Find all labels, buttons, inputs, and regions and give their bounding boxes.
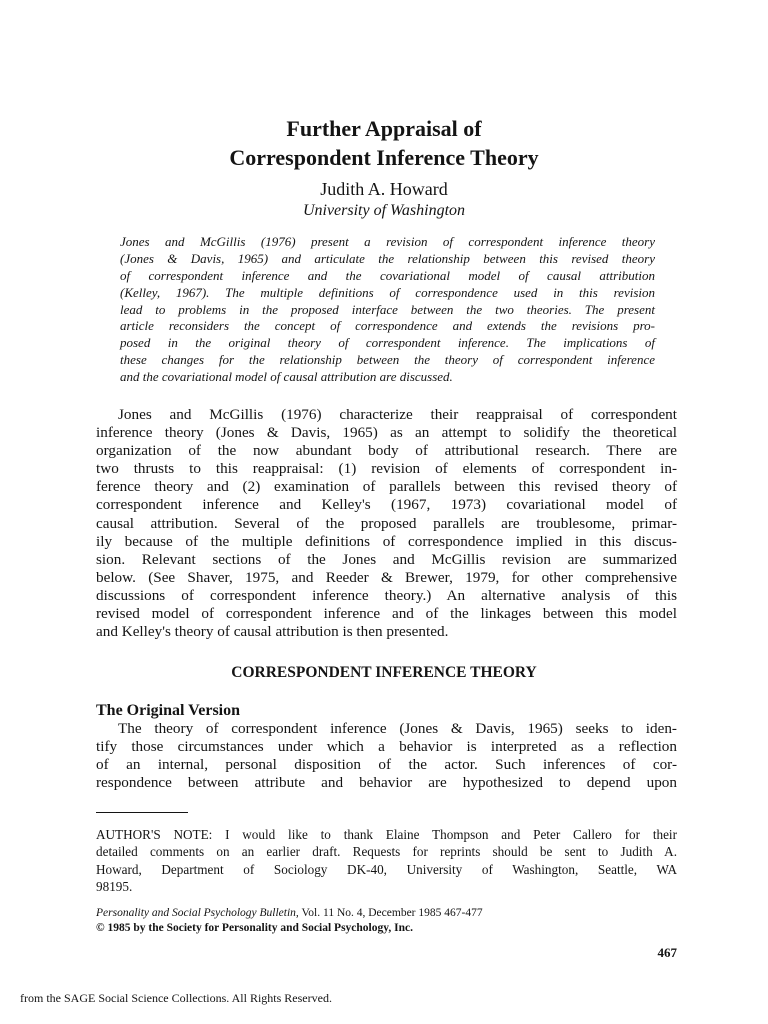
body-line: respondence between attribute and behavior are hypothesized to depend upon xyxy=(96,774,677,792)
title-line: Further Appraisal of xyxy=(286,116,482,141)
body-line: tify those circumstances under which a behavior is interpreted as a reflection xyxy=(96,738,677,756)
body-line: causal attribution. Several of the proposed parallels are troublesome, primar- xyxy=(96,514,677,532)
paper-title xyxy=(0,114,768,172)
body-line: discussions of correspondent inference theory.) An alternative analysis of this xyxy=(96,586,677,604)
citation-details: Vol. 11 No. 4, December 1985 467-477 xyxy=(298,907,483,919)
body-line: and Kelley's theory of causal attribution is then presented. xyxy=(96,623,449,641)
journal-citation xyxy=(96,906,483,921)
abstract-line: and the covariational model of causal attribution are discussed. xyxy=(120,369,453,385)
abstract-line: (Kelley, 1967). The multiple definitions of correspondence used in this revision xyxy=(120,284,655,300)
abstract-line: Jones and McGillis (1976) present a revision of correspondent inference theory xyxy=(120,234,655,249)
body-line: ily because of the multiple definitions of correspondence implied in this discus- xyxy=(96,532,677,550)
body-line: below. (See Shaver, 1975, and Reeder & Brewer, 1979, for other comprehensive xyxy=(96,568,677,586)
journal-name: Personality and Social Psychology Bulletin, xyxy=(96,907,299,919)
abstract-line: these changes for the relationship between the theory of correspondent inference xyxy=(120,352,655,368)
author-note-line: detailed comments on an earlier draft. Requests for reprints should be sent to Judith A. xyxy=(96,844,677,860)
intro-paragraph xyxy=(96,406,677,641)
author-note-line: 98195. xyxy=(96,878,133,894)
title-line: Correspondent Inference Theory xyxy=(229,145,539,170)
author-name: Judith A. Howard xyxy=(320,179,448,199)
abstract-line: article reconsiders the concept of correspondence and extends the revisions pro- xyxy=(120,318,655,334)
abstract-line: (Jones & Davis, 1965) and articulate the relationship between this revised theory xyxy=(120,250,655,266)
body-line: inference theory (Jones & Davis, 1965) as an attempt to solidify the theoretical xyxy=(96,424,677,442)
copyright-line: © 1985 by the Society for Personality and Social Psychology, Inc. xyxy=(96,922,413,934)
body-line: correspondent inference and Kelley's (1967, 1973) covariational model of xyxy=(96,496,677,514)
body-line: revised model of correspondent inference and of the linkages between this model xyxy=(96,605,677,623)
author-affiliation: University of Washington xyxy=(302,202,466,219)
body-line: two thrusts to this reappraisal: (1) revision of elements of correspondent in- xyxy=(96,460,677,478)
abstract-line: of correspondent inference and the covariational model of causal attribution xyxy=(120,267,655,283)
author-note xyxy=(96,826,677,895)
footnote-rule xyxy=(96,812,188,813)
body-line: The theory of correspondent inference (Jones & Davis, 1965) seeks to iden- xyxy=(118,720,677,737)
body-line: organization of the now abundant body of attributional research. There are xyxy=(96,442,677,460)
body-line: sion. Relevant sections of the Jones and McGillis revision are summarized xyxy=(96,550,677,568)
subsection-heading: The Original Version xyxy=(96,702,241,719)
author-note-line: AUTHOR'S NOTE: I would like to thank Elaine Thompson and Peter Callero for their xyxy=(96,827,677,842)
body-line: of an internal, personal disposition of the actor. Such inferences of cor- xyxy=(96,756,677,774)
body-line: ference theory and (2) examination of parallels between this revised theory of xyxy=(96,478,677,496)
body-line: Jones and McGillis (1976) characterize their reappraisal of correspondent xyxy=(118,406,677,423)
original-version-paragraph xyxy=(96,720,677,792)
abstract-line: lead to problems in the proposed interface between the two theories. The present xyxy=(120,301,655,317)
source-notice: from the SAGE Social Science Collections. All Rights Reserved. xyxy=(20,991,332,1005)
author-note-line: Howard, Department of Sociology DK-40, University of Washington, Seattle, WA xyxy=(96,861,677,877)
abstract-line: posed in the original theory of correspondent inference. The implications of xyxy=(120,335,655,351)
page-number: 467 xyxy=(657,945,677,960)
section-heading: CORRESPONDENT INFERENCE THEORY xyxy=(231,664,537,681)
abstract xyxy=(120,234,655,386)
